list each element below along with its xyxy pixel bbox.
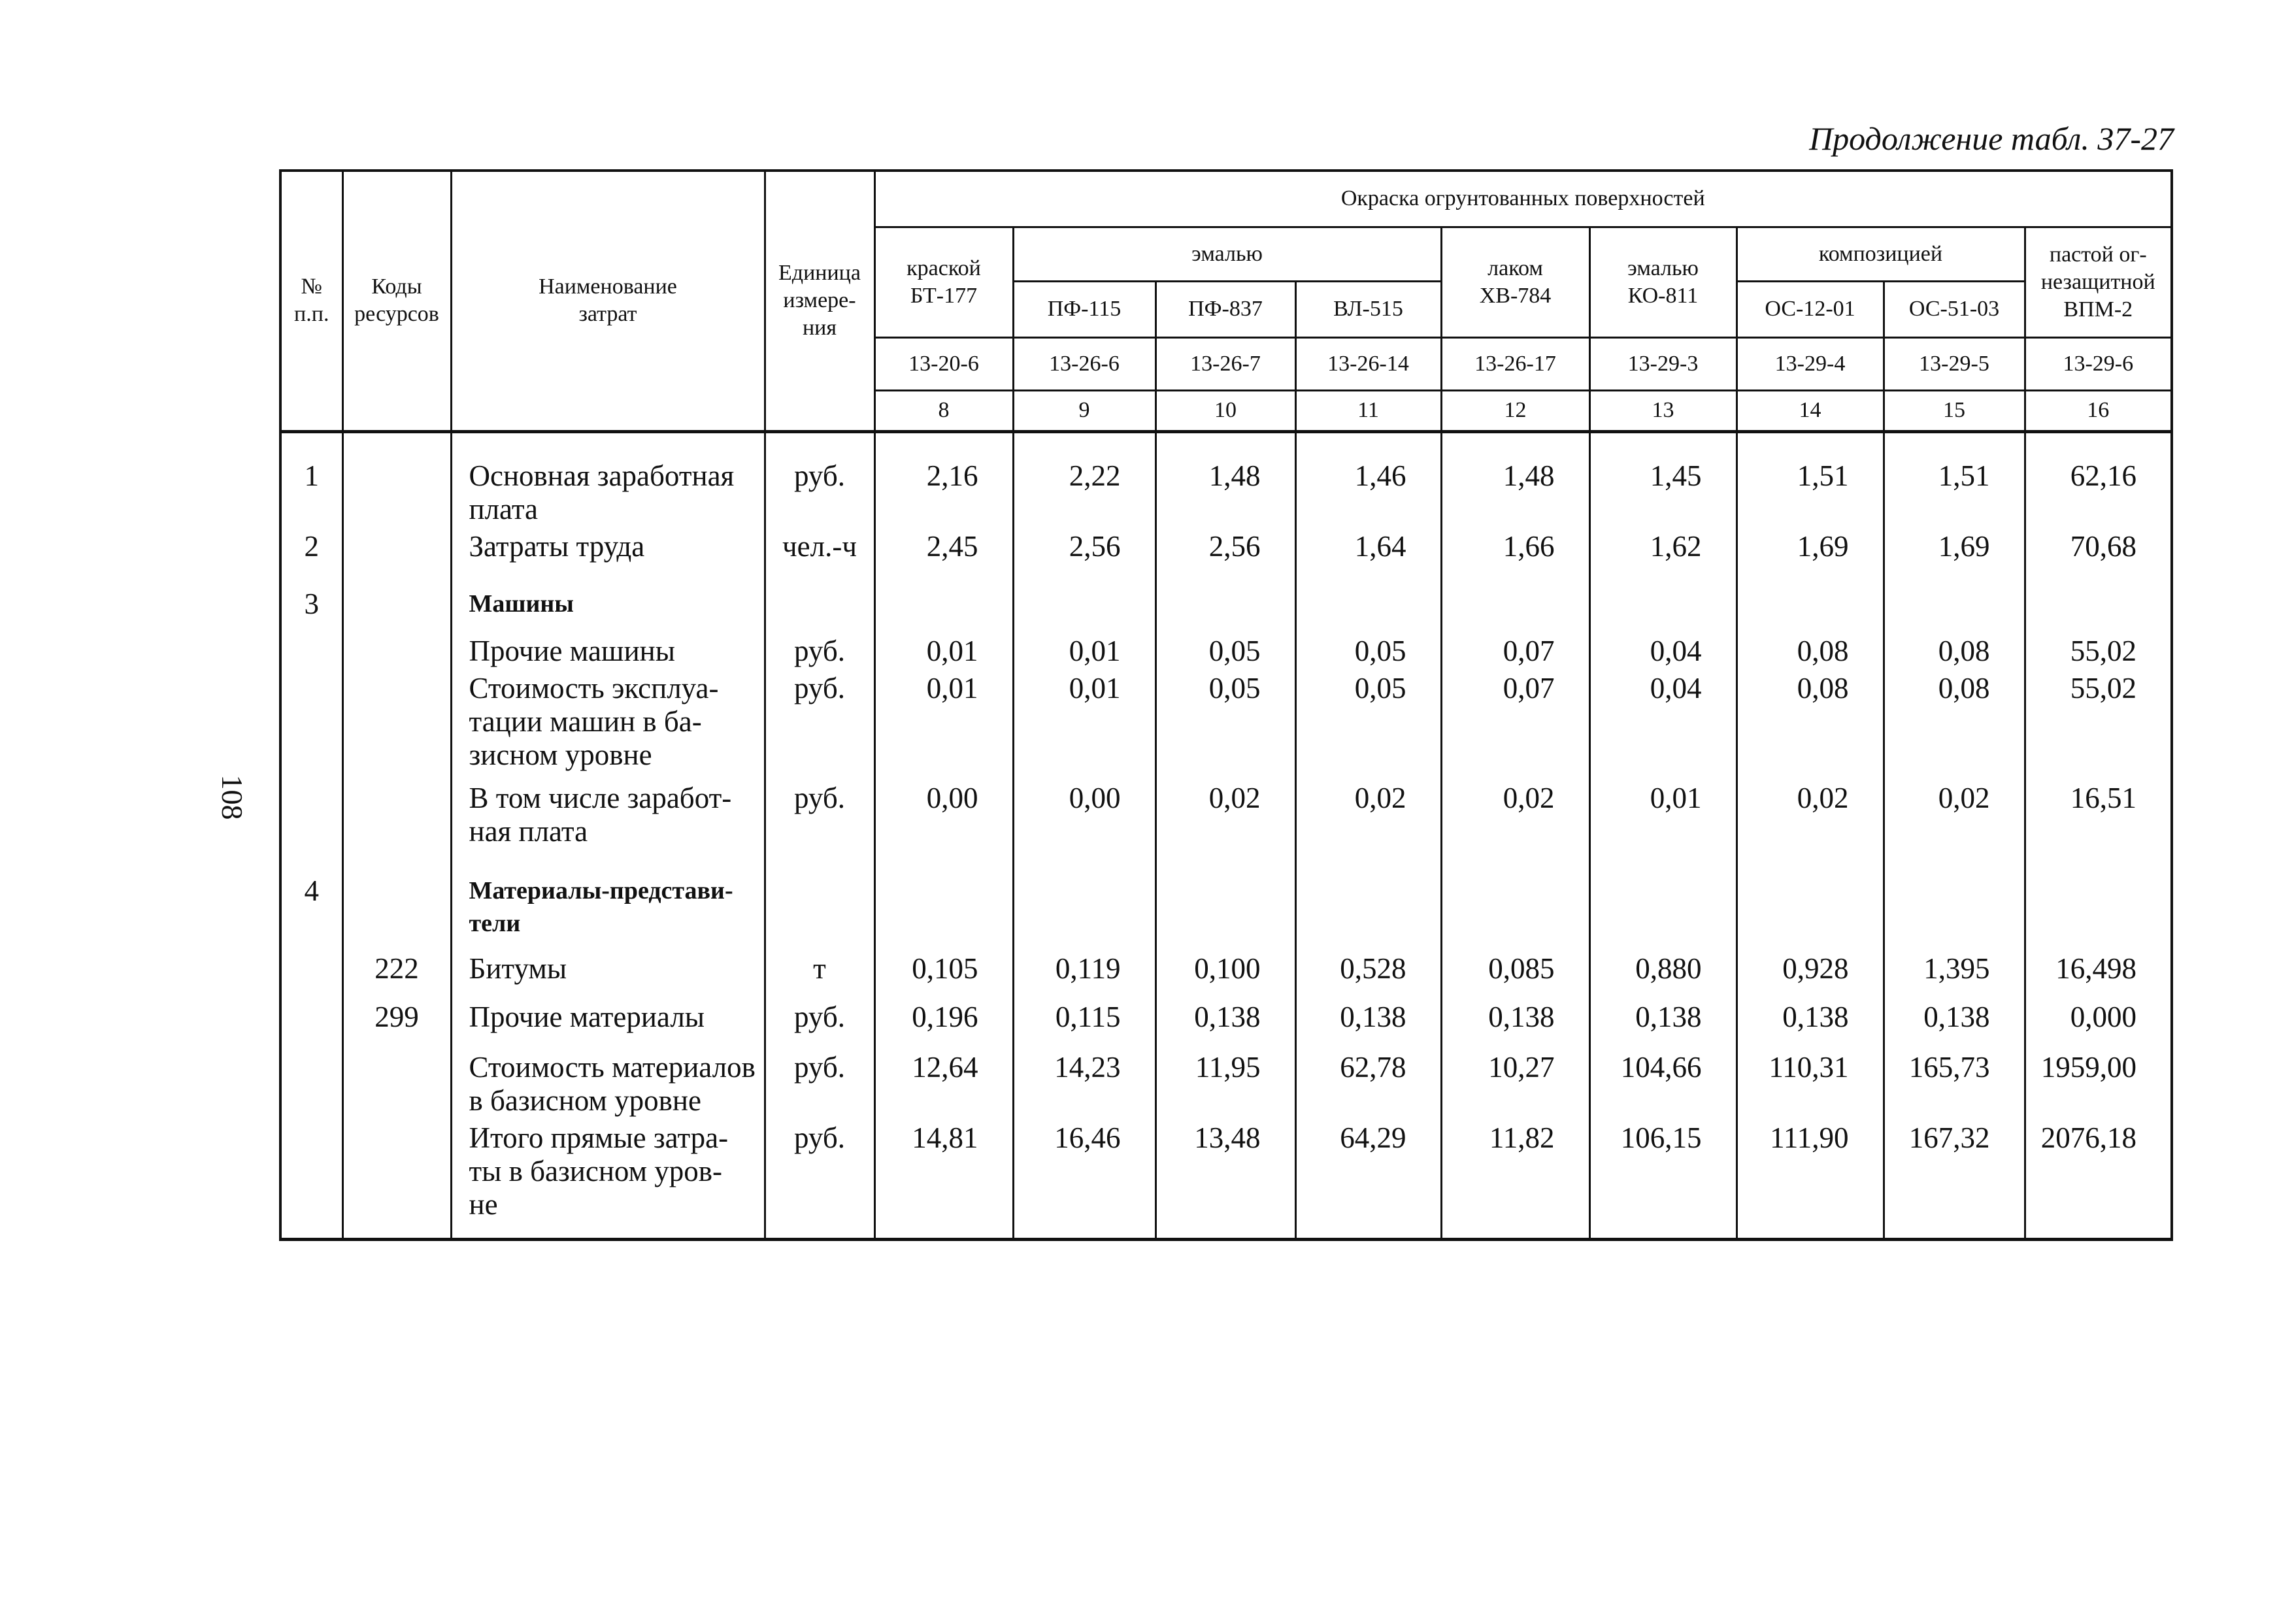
table-row [280, 997, 2172, 1047]
header-column-number: 11 [1295, 390, 1441, 431]
header-sub-pf837: ПФ-837 [1155, 281, 1295, 337]
header-column-number: 10 [1155, 390, 1295, 431]
row-number [280, 631, 342, 668]
value-cell: 106,15 [1589, 1118, 1737, 1240]
cost-name: Прочие машины [451, 631, 765, 668]
value-cell: 0,00 [874, 778, 1013, 870]
header-sub-vl515: ВЛ-515 [1295, 281, 1441, 337]
header-lakom: лаком ХВ-784 [1441, 227, 1589, 337]
value-cell: 14,23 [1013, 1047, 1155, 1118]
value-cell: 1,64 [1295, 526, 1441, 584]
value-cell: 1,45 [1589, 431, 1737, 526]
header-sub-os1201: ОС-12-01 [1737, 281, 1884, 337]
value-cell: 2,16 [874, 431, 1013, 526]
value-cell: 2,22 [1013, 431, 1155, 526]
resource-code [342, 584, 451, 631]
value-cell: 0,05 [1155, 631, 1295, 668]
value-cell: 0,00 [1013, 778, 1155, 870]
header-emalyu-ko: эмалью КО-811 [1589, 227, 1737, 337]
value-cell [1295, 584, 1441, 631]
unit: руб. [765, 1047, 874, 1118]
header-pastoy: пастой ог- незащитной ВПМ-2 [2025, 227, 2172, 337]
value-cell: 1,51 [1884, 431, 2025, 526]
header-code-cell: 13-26-7 [1155, 337, 1295, 390]
value-cell [1155, 870, 1295, 948]
header-emalyu: эмалью [1013, 227, 1441, 281]
table-row [280, 948, 2172, 997]
resource-code [342, 431, 451, 526]
value-cell: 0,138 [1155, 997, 1295, 1047]
section-heading: Машины [451, 584, 765, 631]
value-cell: 0,05 [1155, 668, 1295, 778]
value-cell: 0,08 [1884, 631, 2025, 668]
value-cell: 0,138 [1441, 997, 1589, 1047]
header-column-number: 12 [1441, 390, 1589, 431]
value-cell: 1,48 [1155, 431, 1295, 526]
row-number [280, 997, 342, 1047]
unit: руб. [765, 431, 874, 526]
resource-code [342, 668, 451, 778]
value-cell [874, 584, 1013, 631]
value-cell: 0,100 [1155, 948, 1295, 997]
header-column-number: 15 [1884, 390, 2025, 431]
value-cell: 0,01 [1589, 778, 1737, 870]
value-cell: 0,138 [1295, 997, 1441, 1047]
table-row [280, 668, 2172, 778]
table-row [280, 778, 2172, 870]
value-cell: 0,08 [1884, 668, 2025, 778]
value-cell: 2,45 [874, 526, 1013, 584]
value-cell: 0,04 [1589, 631, 1737, 668]
header-sub-pf115: ПФ-115 [1013, 281, 1155, 337]
value-cell: 64,29 [1295, 1118, 1441, 1240]
value-cell: 0,196 [874, 997, 1013, 1047]
header-code-cell: 13-29-6 [2025, 337, 2172, 390]
value-cell [1013, 870, 1155, 948]
header-column-number: 9 [1013, 390, 1155, 431]
value-cell: 0,528 [1295, 948, 1441, 997]
unit: руб. [765, 997, 874, 1047]
value-cell: 0,000 [2025, 997, 2172, 1047]
value-cell [874, 870, 1013, 948]
value-cell: 55,02 [2025, 631, 2172, 668]
value-cell: 2,56 [1155, 526, 1295, 584]
header-row-number: № п.п. [280, 171, 342, 431]
value-cell: 1,51 [1737, 431, 1884, 526]
resource-code [342, 1047, 451, 1118]
value-cell: 16,51 [2025, 778, 2172, 870]
unit [765, 584, 874, 631]
resource-code [342, 1118, 451, 1240]
table-row [280, 631, 2172, 668]
header-code-cell: 13-26-14 [1295, 337, 1441, 390]
row-number: 1 [280, 431, 342, 526]
value-cell: 0,085 [1441, 948, 1589, 997]
value-cell [1884, 870, 2025, 948]
table-header [280, 171, 2172, 431]
header-sub-os5103: ОС-51-03 [1884, 281, 2025, 337]
header-unit: Единица измере- ния [765, 171, 874, 431]
cost-name: Битумы [451, 948, 765, 997]
value-cell: 0,02 [1441, 778, 1589, 870]
table-continuation-caption: Продолжение табл. 37-27 [1809, 120, 2174, 157]
cost-name: В том числе заработ- ная плата [451, 778, 765, 870]
value-cell: 0,02 [1884, 778, 2025, 870]
value-cell: 0,02 [1155, 778, 1295, 870]
value-cell: 0,01 [1013, 631, 1155, 668]
value-cell [2025, 584, 2172, 631]
value-cell: 0,138 [1589, 997, 1737, 1047]
value-cell: 0,02 [1737, 778, 1884, 870]
value-cell: 0,02 [1295, 778, 1441, 870]
header-code-cell: 13-29-3 [1589, 337, 1737, 390]
resource-code [342, 870, 451, 948]
value-cell: 62,78 [1295, 1047, 1441, 1118]
value-cell: 1,66 [1441, 526, 1589, 584]
value-cell: 0,05 [1295, 668, 1441, 778]
value-cell: 0,115 [1013, 997, 1155, 1047]
unit: руб. [765, 778, 874, 870]
value-cell: 1,48 [1441, 431, 1589, 526]
value-cell: 2,56 [1013, 526, 1155, 584]
unit [765, 870, 874, 948]
header-column-number: 8 [874, 390, 1013, 431]
value-cell: 0,01 [874, 631, 1013, 668]
row-number: 4 [280, 870, 342, 948]
unit: руб. [765, 668, 874, 778]
value-cell: 14,81 [874, 1118, 1013, 1240]
table-row [280, 584, 2172, 631]
value-cell: 0,105 [874, 948, 1013, 997]
resource-code [342, 778, 451, 870]
value-cell: 0,119 [1013, 948, 1155, 997]
value-cell: 10,27 [1441, 1047, 1589, 1118]
row-number [280, 1118, 342, 1240]
header-resource-codes: Коды ресурсов [342, 171, 451, 431]
value-cell: 0,928 [1737, 948, 1884, 997]
value-cell: 0,08 [1737, 668, 1884, 778]
row-number [280, 668, 342, 778]
table-body [280, 431, 2172, 1240]
value-cell: 16,498 [2025, 948, 2172, 997]
resource-code: 299 [342, 997, 451, 1047]
value-cell: 62,16 [2025, 431, 2172, 526]
value-cell: 0,01 [1013, 668, 1155, 778]
value-cell [1589, 584, 1737, 631]
value-cell: 0,07 [1441, 668, 1589, 778]
value-cell: 1,69 [1884, 526, 2025, 584]
value-cell [1737, 870, 1884, 948]
cost-name: Стоимость материалов в базисном уровне [451, 1047, 765, 1118]
value-cell: 0,138 [1737, 997, 1884, 1047]
value-cell: 2076,18 [2025, 1118, 2172, 1240]
value-cell: 1,46 [1295, 431, 1441, 526]
section-heading: Материалы-представи- тели [451, 870, 765, 948]
cost-name: Прочие материалы [451, 997, 765, 1047]
header-code-cell: 13-26-6 [1013, 337, 1155, 390]
unit: руб. [765, 631, 874, 668]
table-row [280, 526, 2172, 584]
unit: руб. [765, 1118, 874, 1240]
value-cell: 1959,00 [2025, 1047, 2172, 1118]
table-row [280, 1118, 2172, 1240]
value-cell [1013, 584, 1155, 631]
value-cell: 0,880 [1589, 948, 1737, 997]
value-cell: 13,48 [1155, 1118, 1295, 1240]
value-cell [1589, 870, 1737, 948]
header-column-number: 13 [1589, 390, 1737, 431]
resource-code: 222 [342, 948, 451, 997]
value-cell [1737, 584, 1884, 631]
row-number: 2 [280, 526, 342, 584]
value-cell: 1,62 [1589, 526, 1737, 584]
header-kompoziciey: композицией [1737, 227, 2025, 281]
header-code-cell: 13-29-5 [1884, 337, 2025, 390]
value-cell: 0,08 [1737, 631, 1884, 668]
value-cell: 1,395 [1884, 948, 2025, 997]
value-cell: 11,95 [1155, 1047, 1295, 1118]
resource-code [342, 631, 451, 668]
table-row [280, 1047, 2172, 1118]
header-kraskoy: краской БТ-177 [874, 227, 1013, 337]
unit: чел.-ч [765, 526, 874, 584]
table-row [280, 870, 2172, 948]
cost-name: Основная заработная плата [451, 431, 765, 526]
value-cell: 111,90 [1737, 1118, 1884, 1240]
header-column-number: 16 [2025, 390, 2172, 431]
value-cell: 0,04 [1589, 668, 1737, 778]
cost-name: Итого прямые затра- ты в базисном уров- не [451, 1118, 765, 1240]
header-code-cell: 13-20-6 [874, 337, 1013, 390]
value-cell: 0,07 [1441, 631, 1589, 668]
cost-name: Стоимость эксплуа- тации машин в ба- зисном уровне [451, 668, 765, 778]
row-number [280, 778, 342, 870]
value-cell [1441, 870, 1589, 948]
value-cell: 70,68 [2025, 526, 2172, 584]
value-cell: 12,64 [874, 1047, 1013, 1118]
value-cell [1155, 584, 1295, 631]
value-cell: 11,82 [1441, 1118, 1589, 1240]
value-cell: 167,32 [1884, 1118, 2025, 1240]
value-cell: 0,01 [874, 668, 1013, 778]
value-cell: 1,69 [1737, 526, 1884, 584]
value-cell: 104,66 [1589, 1047, 1737, 1118]
value-cell [2025, 870, 2172, 948]
cost-table [279, 169, 2173, 1241]
header-group-title: Окраска огрунтованных поверхностей [874, 171, 2172, 227]
header-code-cell: 13-29-4 [1737, 337, 1884, 390]
value-cell [1884, 584, 2025, 631]
value-cell [1441, 584, 1589, 631]
value-cell: 110,31 [1737, 1047, 1884, 1118]
unit: т [765, 948, 874, 997]
resource-code [342, 526, 451, 584]
header-code-cell: 13-26-17 [1441, 337, 1589, 390]
value-cell [1295, 870, 1441, 948]
page-number: 108 [216, 774, 249, 820]
row-number [280, 948, 342, 997]
row-number [280, 1047, 342, 1118]
header-column-number: 14 [1737, 390, 1884, 431]
cost-name: Затраты труда [451, 526, 765, 584]
header-cost-name: Наименование затрат [451, 171, 765, 431]
table-row [280, 431, 2172, 526]
value-cell: 165,73 [1884, 1047, 2025, 1118]
value-cell: 0,138 [1884, 997, 2025, 1047]
value-cell: 0,05 [1295, 631, 1441, 668]
value-cell: 16,46 [1013, 1118, 1155, 1240]
value-cell: 55,02 [2025, 668, 2172, 778]
row-number: 3 [280, 584, 342, 631]
